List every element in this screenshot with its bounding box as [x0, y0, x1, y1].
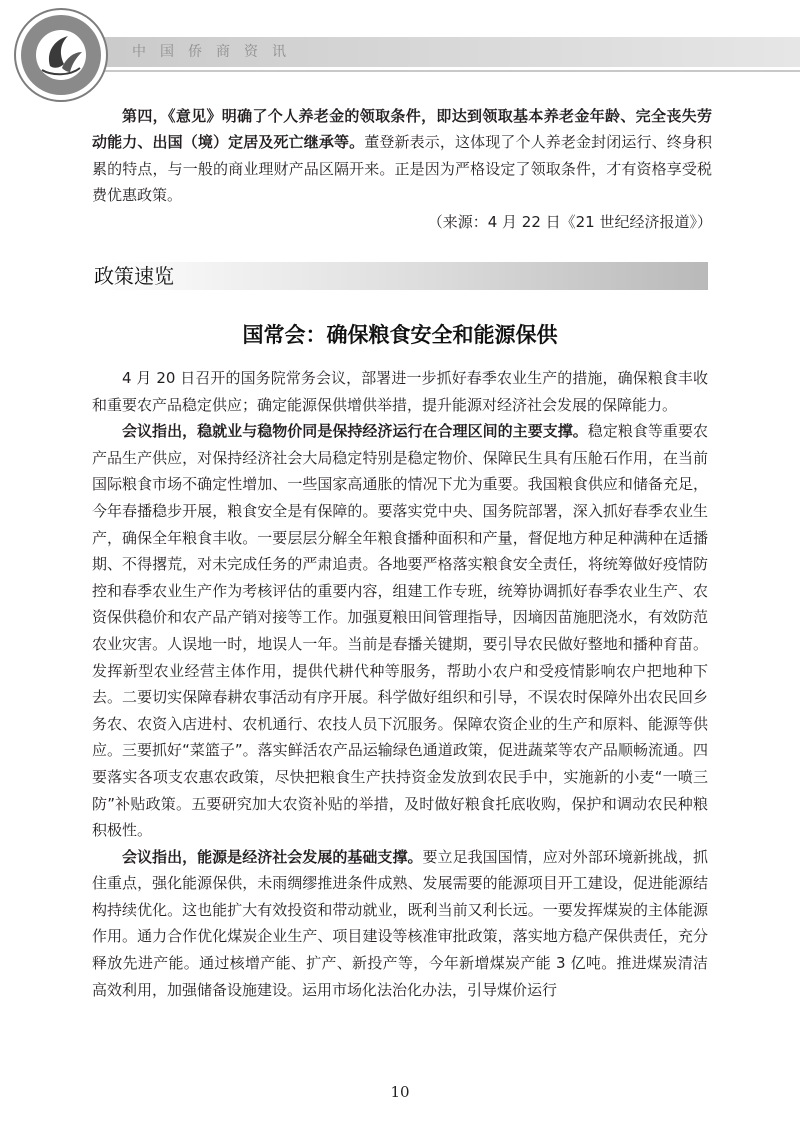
paragraph — [92, 418, 708, 844]
section-title: 政策速览 — [94, 264, 174, 288]
bold-lead: 会议指出，能源是经济社会发展的基础支撑。 — [122, 847, 423, 866]
paragraph: 4 月 20 日召开的国务院常务会议，部署进一步抓好春季农业生产的措施，确保粮食丰收和重要农产品稳定供应；确定能源保供增供举措，提升能源对经济社会发展的保障能力。 — [92, 369, 708, 414]
section-bar — [92, 262, 708, 290]
paragraph — [92, 844, 708, 1004]
source-citation: （来源：4 月 22 日《21 世纪经济报道》） — [427, 212, 712, 231]
page-number: 10 — [390, 1083, 410, 1101]
paragraph-text: 稳定粮食等重要农产品生产供应，对保持经济社会大局稳定特别是稳定物价、保障民生具有压舱石作用，在当前国际粮食市场不确定性增加、一些国家高通胀的情况下尤为重要。我国粮食供应和储备充足，今年春播稳步开展，粮食安全是有保障的。要落实党中央、国务院部署，深入抓好春季农业生产，确保全年粮食丰收。一要层层分解全年粮食播种面积和产量，督促地方种足种满种在适播期、不得撂荒，对未完成任务的严肃追责。各地要严格落实粮食安全责任，将统筹做好疫情防控和春季农业生产作为考核评估的重要内容，组建工作专班，统筹协调抓好春季农业生产、农资保供稳价和农产品产销对接等工作。加强夏粮田间管理指导，因墒因苗施肥浇水，有效防范农业灾害。人误地一时，地误人一年。当前是春播关键期，要引导农民做好整地和播种育苗。发挥新型农业经营主体作用，提供代耕代种等服务，帮助小农户和受疫情影响农户把地种下去。二要切实保障春耕农事活动有序开展。科学做好组织和引导，不误农时保障外出农民回乡务农、农资入店进村、农机通行、农技人员下沉服务。保障农资企业的生产和原料、能源等供应。三要抓好“菜篮子”。落实鲜活农产品运输绿色通道政策，促进蔬菜等农产品顺畅流通。四要落实各项支农惠农政策，尽快把粮食生产扶持资金发放到农民手中，实施新的小麦“一喷三防”补贴政策。五要研究加大农资补贴的举措，及时做好粮食托底收购，保护和调动农民种粮积极性。 — [92, 422, 708, 840]
association-logo — [12, 6, 110, 104]
header-rule — [66, 70, 800, 72]
paragraph — [92, 103, 712, 209]
paragraph-text: 董登新表示，这体现了个人养老金封闭运行、终身积累的特点，与一般的商业理财产品区隔开来。正是因为严格设定了领取条件，才有资格享受税费优惠政策。 — [92, 133, 712, 205]
article-title: 国常会：确保粮食安全和能源保供 — [242, 323, 558, 347]
paragraph-text: 要立足我国国情，应对外部环境新挑战，抓住重点，强化能源保供，未雨绸缪推进条件成熟、发展需要的能源项目开工建设，促进能源结构持续优化。这也能扩大有效投资和带动就业，既利当前又利长远。一要发挥煤炭的主体能源作用。通力合作优化煤炭企业生产、项目建设等核准审批政策，落实地方稳产保供责任，充分释放先进产能。通过核增产能、扩产、新投产等，今年新增煤炭产能 3 亿吨。推进煤炭清洁高效利用，加强储备设施建设。运用市场化法治化办法，引导煤价运行 — [92, 847, 708, 999]
bold-lead: 会议指出，稳就业与稳物价同是保持经济运行在合理区间的主要支撑。 — [122, 422, 588, 441]
header-title: 中国侨商资讯 — [132, 44, 300, 60]
top-section — [92, 103, 712, 235]
bold-lead: 第四，《意见》明确了个人养老金的领取条件，即达到领取基本养老金年龄、完全丧失劳动能力、出国（境）定居及死亡继承等。 — [92, 107, 712, 152]
article-body — [92, 365, 708, 1003]
